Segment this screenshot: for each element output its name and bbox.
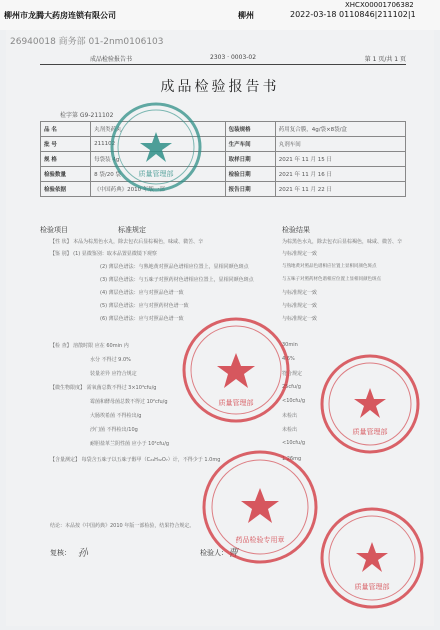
table-row [41,122,406,137]
table-row [41,152,406,167]
red-stamp-3-text: 药品检验专用章 [235,536,285,544]
result-line: 与标准规定一致 [282,316,318,322]
result-line: 与标准规定一致 [282,290,318,296]
header-right: 第 1 页/共 1 页 [364,56,406,63]
table-cell: 检验依据 [41,182,91,197]
assay-line: 【含量测定】 每袋含五味子以五味子醇甲（C₂₄H₃₂O₇）计，不得少于 1.0mg [50,457,221,463]
std-line: (2) 薄层色谱法：与熟地黄对照品色谱相应位置上，显相同颜色斑点 [100,264,249,270]
check-result: 未检出 [282,413,298,419]
table-cell: 丸剂车间 [275,137,405,152]
col-items-heading: 检验项目 [40,226,68,234]
col-std-heading: 标准规定 [118,226,146,234]
red-stamp-2-text: 质量管理部 [352,428,388,436]
check-line: 装量差异 应符合规定 [90,371,137,377]
teal-stamp-text: 质量管理部 [138,170,174,178]
std-line: 【鉴 别】 (1) 显微鉴别：取本品置显微镜下观察 [50,251,157,257]
table-cell: 每袋装 4g [91,152,225,167]
result-line: 与五味子对照药材色谱相应位置上显相同颜色斑点 [282,277,381,282]
check-result: 未检出 [282,427,298,433]
check-line: 耐胆盐革兰阴性菌 应小于 10²cfu/g [90,441,170,447]
result-line: 与标准规定一致 [282,303,318,309]
date-code: 2022-03-18 0110846|211102|1 [290,10,416,19]
report-number: 检字第 G9-211102 [60,112,114,119]
std-line: (3) 薄层色谱法：与五味子对照药材色谱相应位置上，显相同颜色斑点 [100,277,254,283]
approver-label: 复核： [50,549,71,557]
teal-stamp-icon [108,100,204,194]
result-line: 与熟地黄对照品色谱相应位置上显相同颜色斑点 [282,264,377,269]
top-bar [0,0,440,30]
table-cell: 211102 [91,137,225,152]
check-result: <10cfu/g [282,440,306,446]
check-result: 30min [282,342,298,348]
table-cell: 批 号 [41,137,91,152]
conclusion: 结论：本品按《中国药典》2010 年版一部检验，结果符合规定。 [50,523,195,529]
check-line: 水分 不得过 9.0% [90,357,131,363]
red-stamp-1-text: 质量管理部 [218,399,254,407]
approver-signature: 孙 [78,548,88,559]
assay-result: 1.26mg [282,456,302,462]
check-line: 沙门菌 不得检出/10g [90,427,138,433]
table-cell: 检验日期 [225,167,275,182]
table-cell: 2021 年 11 月 22 日 [275,182,405,197]
table-cell: 包装规格 [225,122,275,137]
table-cell: 报告日期 [225,182,275,197]
table-cell: 2021 年 11 月 15 日 [275,152,405,167]
table-cell: 药用复合膜，4g/袋×8袋/盒 [275,122,405,137]
red-stamp-4-text: 质量管理部 [354,583,390,591]
check-result: 4.6% [282,356,295,362]
table-row [41,182,406,197]
inspector-label: 检验人： [200,549,228,557]
page-title: 成品检验报告书 [160,79,280,95]
table-cell: 取样日期 [225,152,275,167]
std-line: (4) 薄层色谱法：应与对照品色谱一致 [100,290,184,296]
table-cell: 《中国药典》2010 年版一部 [91,182,225,197]
header-left: 成品检验报告书 [90,56,133,63]
table-cell: 丸剂类药丸 [91,122,225,137]
red-stamp-4-icon [318,505,426,611]
table-cell: 检验数量 [41,167,91,182]
check-result: 符合规定 [282,371,303,377]
std-line: (6) 薄层色谱法：应与对照品色谱一致 [100,316,184,322]
header-middle: 2303 · 0003-02 [210,54,257,61]
col-result-heading: 检验结果 [282,226,310,234]
table-row [41,167,406,182]
result-line: 与标准规定一致 [282,251,318,257]
red-stamp-2-icon [318,352,422,456]
check-result: 25cfu/g [282,384,301,390]
check-result: <10cfu/g [282,398,306,404]
result-line: 为棕黑色水丸，除去包衣后显棕褐色，味咸、微苦、辛 [282,239,403,245]
table-row [41,137,406,152]
red-stamp-3-icon [200,448,320,566]
check-line: 霉菌和酵母菌总数不得过 10²cfu/g [90,399,168,405]
std-line: 【性 状】 本品为棕黑色水丸，除去包衣后显棕褐色，味咸、微苦、辛 [50,239,204,245]
table-cell: 品 名 [41,122,91,137]
city-label: 柳州 [238,11,254,20]
stamp-line: 26940018 商务部 01-2nm0106103 [10,37,164,47]
red-stamp-1-icon [180,315,292,425]
table-cell: 规 格 [41,152,91,167]
company-name: 柳州市龙腾大药房连锁有限公司 [4,11,116,20]
doc-code: XHCX00001706382 [345,1,414,9]
inspector-signature: 曹 [228,548,238,559]
table-cell: 8 袋/20 袋 [91,167,225,182]
check-line: 大肠埃希菌 不得检出/g [90,413,142,419]
info-table [40,121,406,197]
check-line: 【微生物限度】 需氧菌总数不得过 3×10⁴cfu/g [50,385,157,391]
std-line: (5) 薄层色谱法：应与对照药材色谱一致 [100,303,189,309]
table-cell: 2021 年 11 月 16 日 [275,167,405,182]
table-cell: 生产车间 [225,137,275,152]
document-header [40,52,406,65]
check-line: 【检 查】 溶散时限 应在 60min 内 [50,343,129,349]
